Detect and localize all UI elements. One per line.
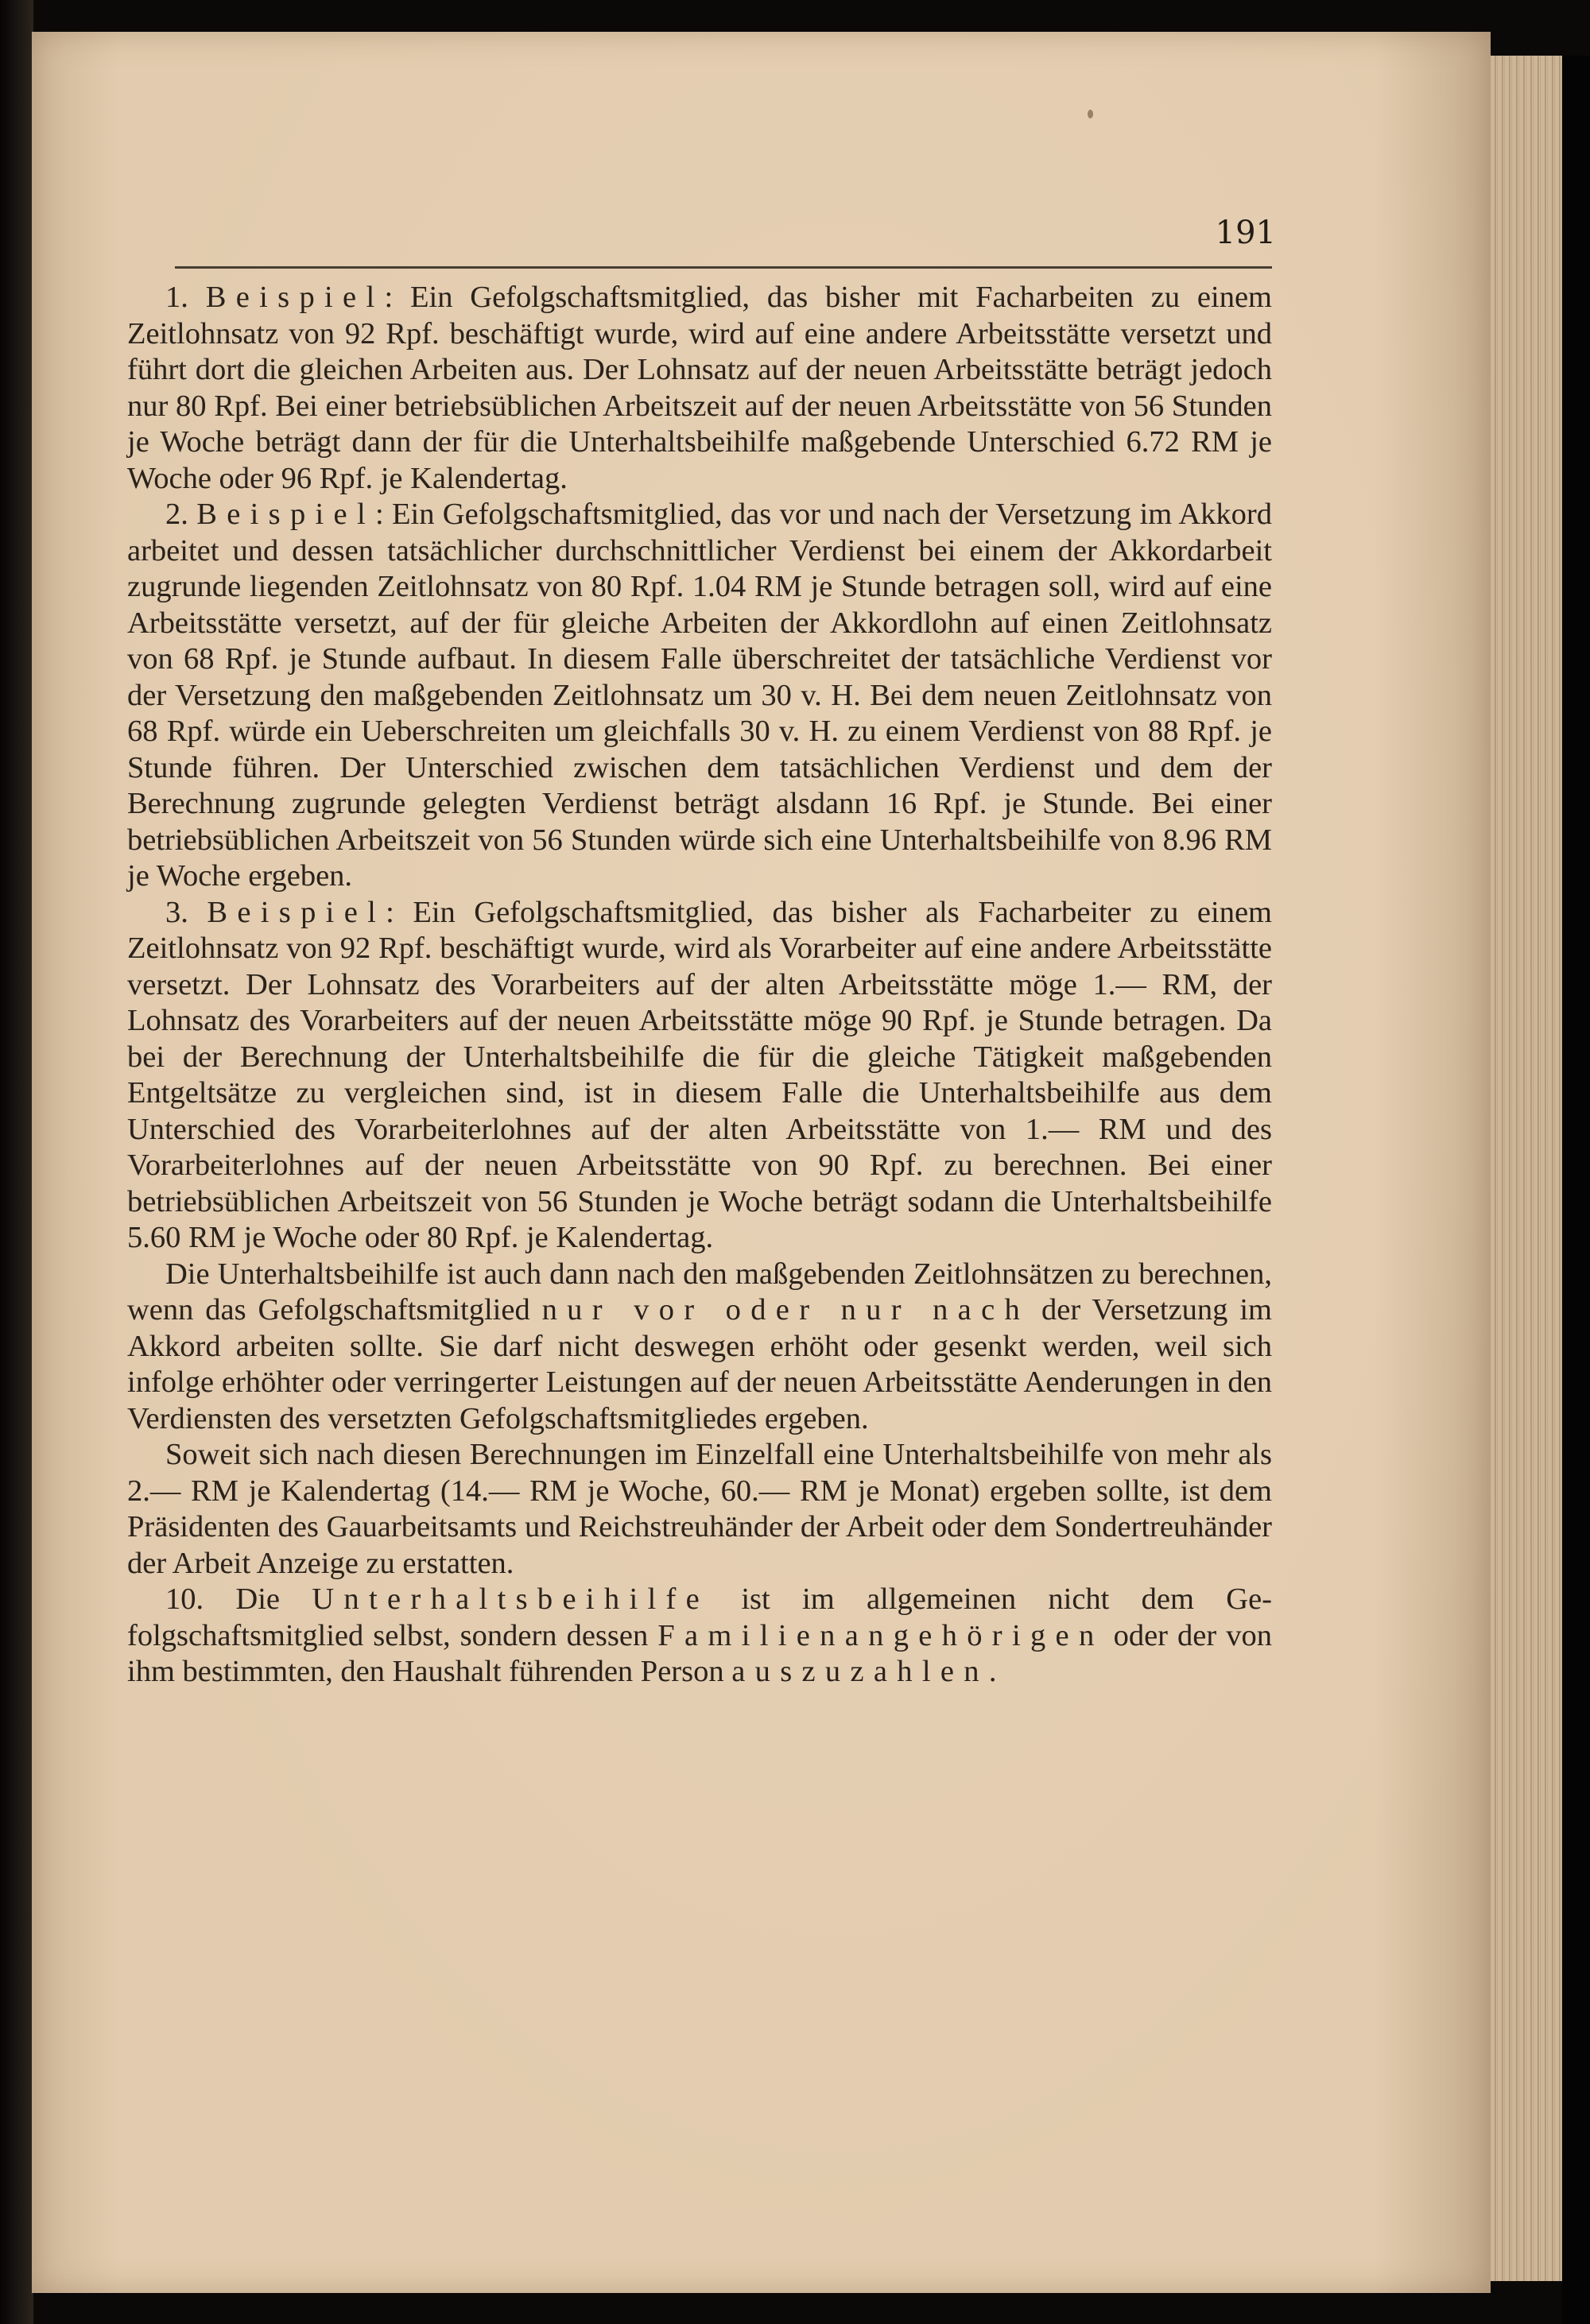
paragraph-reporting-note xyxy=(127,1437,1272,1582)
paragraph-text: Die Unterhaltsbeihilfe ist auch dann nach den maßgebenden Zeitlohnsätzen zu berechnen, wenn das Gefolgschaftsmitglied xyxy=(127,1257,1272,1327)
paragraph-example-2 xyxy=(127,497,1272,895)
page-stack-shadow xyxy=(1562,56,1590,2324)
paragraph-text: ist im allgemeinen nicht dem Gefolgschaftsmitglied selbst, sondern dessen xyxy=(127,1582,1272,1652)
paragraph-text: der Versetzung im Akkord arbeiten sollte. Sie darf nicht deswegen erhöht oder gesenkt werden, weil sich infolge erhöhter oder verringerter Leistungen auf der neuen Arbeitsstätte Aenderungen in den Verdiensten des versetzten Gefolgschaftsmitgliedes ergeben. xyxy=(127,1293,1272,1435)
emphasized-text: Unterhaltsbeihilfe xyxy=(312,1582,710,1616)
emphasized-text: auszuzahlen xyxy=(731,1655,989,1688)
paragraph-text: . xyxy=(988,1655,997,1688)
paragraph-section-10 xyxy=(127,1582,1272,1691)
paragraph-text: : Ein Gefolgschaftsmitglied, das bisher als Facharbeiter zu einem Zeitlohnsatz von 92 Rpf. beschäftigt wurde, wird als Vorarbeiter auf eine andere Arbeitsstätte versetzt. Der Lohnsatz des Vorarbeiters auf der alten Arbeitsstätte möge 1.— RM, der Lohnsatz des Vorarbeiters auf der neuen Arbeitsstätte möge 90 Rpf. je Stunde betragen. Da bei der Berechnung der Unterhaltsbeihilfe die für die gleiche Tätigkeit maßgebenden Entgeltsätze zu vergleichen sind, ist in diesem Falle die Unterhaltsbeihilfe aus dem Unterschied des Vorarbeiterlohnes auf der alten Arbeitsstätte von 1.— RM und des Vorarbeiterlohnes auf der neuen Arbeitsstätte von 90 Rpf. zu berechnen. Bei einer betriebsüblichen Arbeitszeit von 56 Stunden je Woche beträgt sodann die Unterhaltsbeihilfe 5.60 RM je Woche oder 80 Rpf. je Kalendertag. xyxy=(127,895,1272,1254)
paragraph-example-1 xyxy=(127,280,1272,497)
emphasized-text: nur vor oder nur nach xyxy=(541,1293,1030,1327)
paragraph-calculation-note xyxy=(127,1257,1272,1438)
book-spine-edge xyxy=(0,0,33,2324)
example-number: 1. xyxy=(165,281,206,314)
paragraph-text: 10. Die xyxy=(165,1582,312,1616)
paragraph-text: Soweit sich nach diesen Berechnungen im Einzelfall eine Unterhaltsbeihilfe von mehr als 2.— RM je Kalendertag (14.— RM je Woche, 60.— RM je Monat) ergeben sollte, ist dem Präsidenten des Gauarbeitsamts und Reichstreuhänder der Arbeit oder dem Sondertreuhänder der Arbeit Anzeige zu erstatten. xyxy=(127,1438,1272,1580)
header-rule xyxy=(175,266,1272,269)
paragraph-example-3 xyxy=(127,895,1272,1257)
paragraph-text: : Ein Gefolgschaftsmitglied, das vor und nach der Versetzung im Akkord arbeitet und dessen tatsächlicher durchschnittlicher Verdienst bei einem der Akkordarbeit zugrunde liegenden Zeitlohnsatz von 80 Rpf. 1.04 RM je Stunde betragen soll, wird auf eine Arbeitsstätte versetzt, auf der für gleiche Arbeiten der Akkordlohn auf einen Zeitlohnsatz von 68 Rpf. je Stunde aufbaut. In diesem Falle überschreitet der tatsächliche Verdienst vor der Versetzung den maßgebenden Zeitlohnsatz um 30 v. H. Bei dem neuen Zeitlohnsatz von 68 Rpf. würde ein Ueberschreiten um gleichfalls 30 v. H. zu einem Verdienst von 88 Rpf. je Stunde führen. Der Unterschied zwischen dem tatsächlichen Verdienst und dem der Berechnung zugrunde gelegten Verdienst beträgt alsdann 16 Rpf. je Stunde. Bei einer betriebsüblichen Arbeitszeit von 56 Stunden würde sich eine Unterhaltsbeihilfe von 8.96 RM je Woche ergeben. xyxy=(127,498,1272,893)
paragraph-text: oder der von ihm bestimmten, den Haushalt führenden Person xyxy=(127,1618,1272,1688)
body-text xyxy=(127,280,1272,1691)
emphasized-text: Familienangehörigen xyxy=(657,1618,1104,1652)
paragraph-text: : Ein Gefolgschaftsmitglied, das bisher mit Facharbeiten zu einem Zeitlohnsatz von 92 Rpf. beschäftigt wurde, wird auf eine andere Arbeitsstätte versetzt und führt dort die gleichen Arbeiten aus. Der Lohnsatz auf der neuen Arbeitsstätte beträgt jedoch nur 80 Rpf. Bei einer betriebsüblichen Arbeitszeit auf der neuen Arbeitsstätte von 56 Stunden je Woche beträgt dann der für die Unterhaltsbeihilfe maßgebende Unterschied 6.72 RM je Woche oder 96 Rpf. je Kalendertag. xyxy=(127,281,1273,495)
page-number: 191 xyxy=(1215,215,1276,251)
example-heading: Beispiel xyxy=(207,895,386,929)
paper-speck xyxy=(1088,110,1093,118)
example-heading: Beispiel xyxy=(205,281,385,314)
example-number: 2. xyxy=(165,498,197,531)
example-heading: Beispiel xyxy=(196,498,375,531)
page-edges-stack xyxy=(1491,56,1567,2281)
example-number: 3. xyxy=(165,895,207,929)
